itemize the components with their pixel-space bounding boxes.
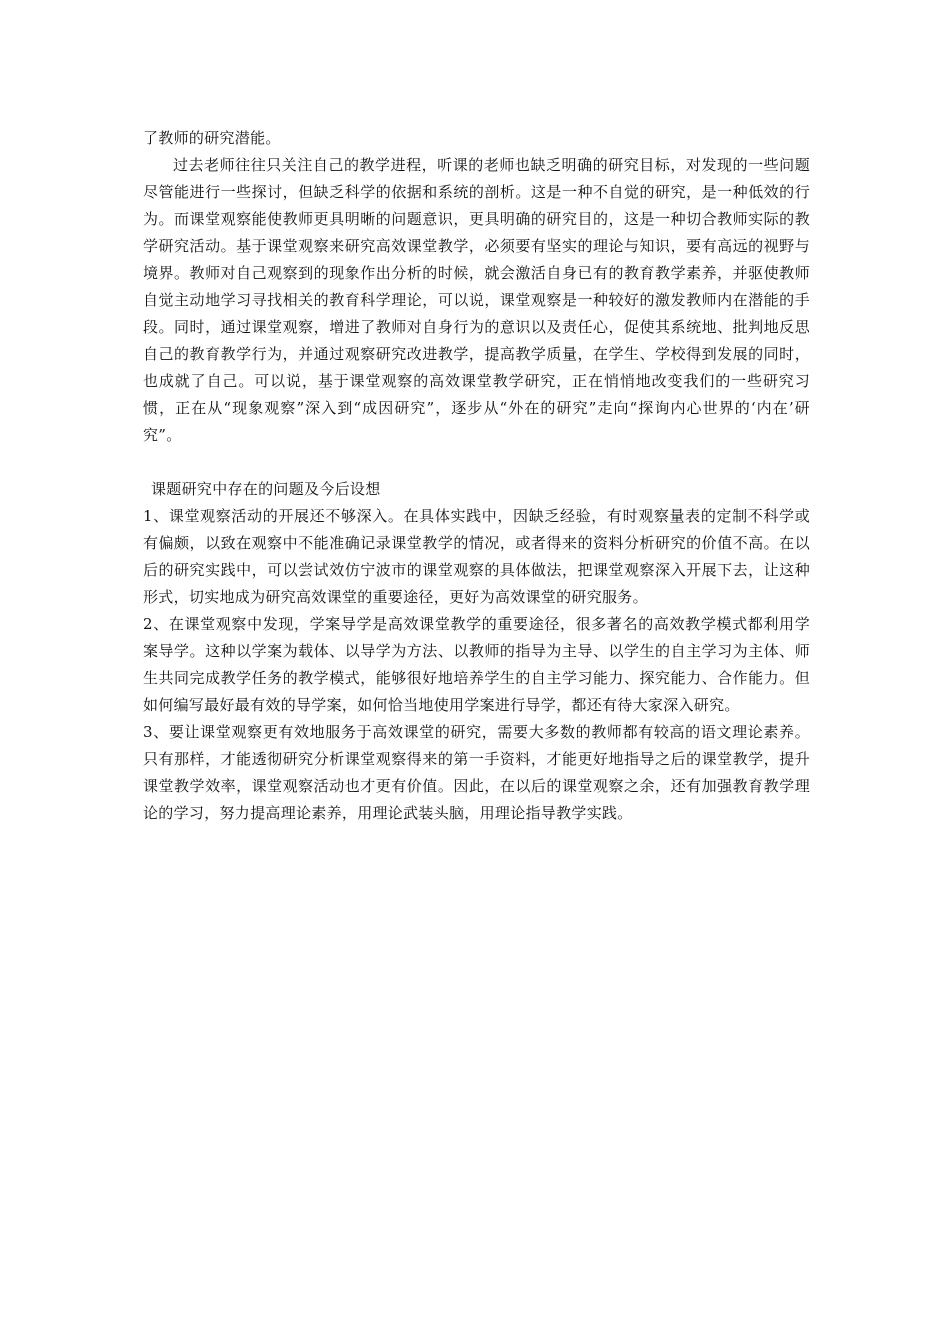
list-item-2: 2、在课堂观察中发现，学案导学是高效课堂教学的重要途径，很多著名的高效教学模式都利用学案导学。这种以学案为载体、以导学为方法、以教师的指导为主导、以学生的自主学习为主体、师生共同完成教学任务的教学模式，能够很好地培养学生的自主学习能力、探究能力、合作能力。但如何编写最好最有效的导学案，如何恰当地使用学案进行导学，都还有待大家深入研究。 xyxy=(143,615,810,714)
paragraph-reflection: 过去老师往往只关注自己的教学进程，听课的老师也缺乏明确的研究目标，对发现的一些问题尽管能进行一些探讨，但缺乏科学的依据和系统的剖析。这是一种不自觉的研究，是一种低效的行为。而课堂观察能使教师更具明晰的问题意识，更具明确的研究目的，这是一种切合教师实际的教学研究活动。基于课堂观察来研究高效课堂教学，必须要有坚实的理论与知识，要有高远的视野与境界。教师对自己观察到的现象作出分析的时候，就会激活自身已有的教育教学素养，并驱使教师自觉主动地学习寻找相关的教育科学理论，可以说，课堂观察是一种较好的激发教师内在潜能的手段。同时，通过课堂观察，增进了教师对自身行为的意识以及责任心，促使其系统地、批判地反思自己的教育教学行为，并通过观察研究改进教学，提高教学质量，在学生、学校得到发展的同时，也成就了自己。可以说，基于课堂观察的高效课堂教学研究，正在悄悄地改变我们的一些研究习惯，正在从“现象观察”深入到“成因研究”，逐步从“外在的研究”走向“探询内心世界的‘内在’研究”。 xyxy=(143,156,810,444)
list-item-1: 1、课堂观察活动的开展还不够深入。在具体实践中，因缺乏经验，有时观察量表的定制不科学或有偏颇，以致在观察中不能准确记录课堂教学的情况，或者得来的资料分析研究的价值不高。在以后的研究实践中，可以尝试效仿宁波市的课堂观察的具体做法，把课堂观察深入开展下去，让这种形式，切实地成为研究高效课堂的重要途径，更好为高效课堂的研究服务。 xyxy=(143,507,810,606)
paragraph-spacer xyxy=(143,449,810,476)
document-body xyxy=(143,125,810,827)
paragraph-intro-tail: 了教师的研究潜能。 xyxy=(143,129,281,147)
list-item-3: 3、要让课堂观察更有效地服务于高效课堂的研究，需要大多数的教师都有较高的语文理论素养。只有那样，才能透彻研究分析课堂观察得来的第一手资料，才能更好地指导之后的课堂教学，提升课堂教学效率，课堂观察活动也才更有价值。因此，在以后的课堂观察之余，还有加强教育教学理论的学习，努力提高理论素养，用理论武装头脑，用理论指导教学实践。 xyxy=(143,723,810,822)
section-heading: 课题研究中存在的问题及今后设想 xyxy=(151,480,381,498)
